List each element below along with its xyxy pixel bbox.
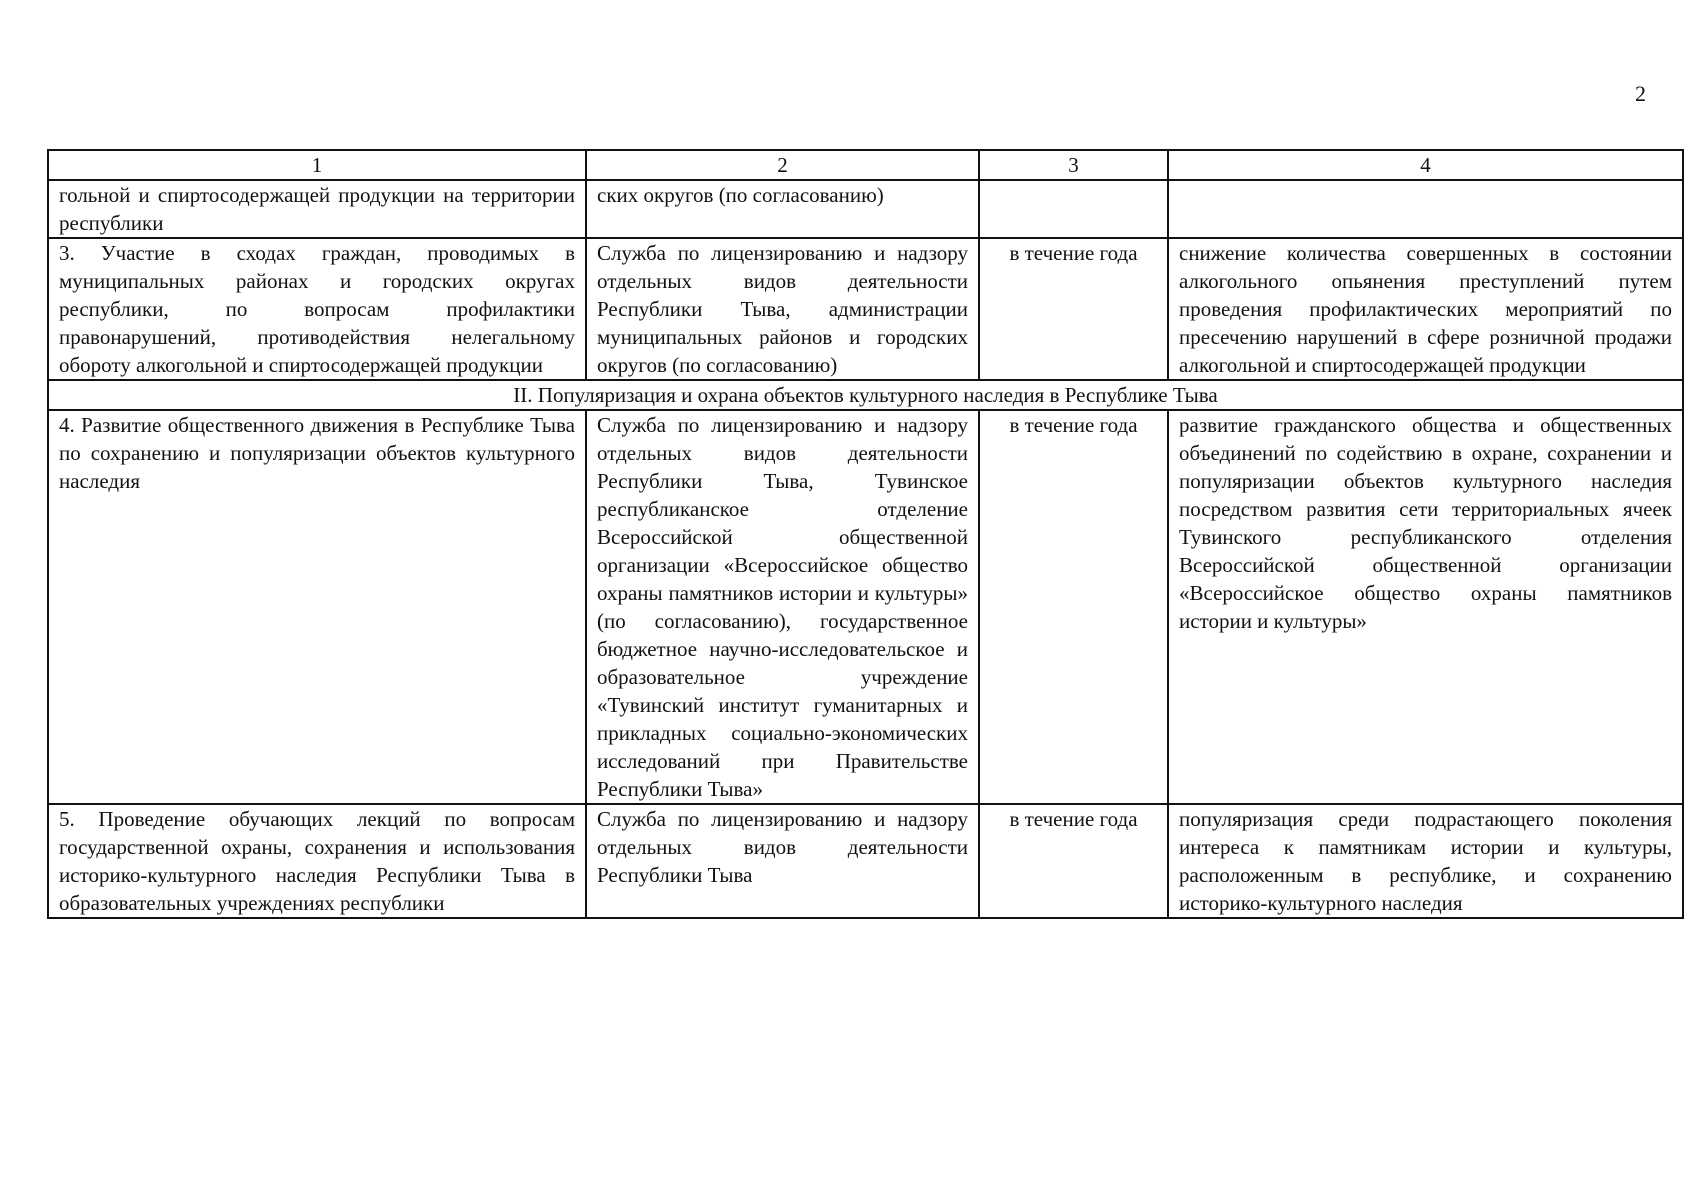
cell-deadline: в течение года [979,238,1168,380]
table-row [48,180,1683,238]
table-row [48,410,1683,804]
cell-responsible: Служба по лицензированию и надзору отдельных видов деятельности Республики Тыва, администрации муниципальных районов и городских округов (по согласованию) [586,238,979,380]
column-header-2: 2 [586,150,979,180]
column-header-3: 3 [979,150,1168,180]
section-heading: II. Популяризация и охрана объектов культурного наследия в Республике Тыва [48,380,1683,410]
column-header-4: 4 [1168,150,1683,180]
page-number: 2 [1635,81,1646,106]
cell-activity: гольной и спиртосодержащей продукции на территории республики [48,180,586,238]
cell-responsible: Служба по лицензированию и надзору отдельных видов деятельности Республики Тыва [586,804,979,918]
cell-activity: 4. Развитие общественного движения в Республике Тыва по сохранению и популяризации объектов культурного наследия [48,410,586,804]
cell-result [1168,180,1683,238]
cell-result: снижение количества совершенных в состоянии алкогольного опьянения преступлений путем проведения профилактических мероприятий по пресечению нарушений в сфере розничной продажи алкогольной и спиртосодержащей продукции [1168,238,1683,380]
cell-deadline: в течение года [979,804,1168,918]
section-heading-row [48,380,1683,410]
table-header-row [48,150,1683,180]
plan-table [47,149,1684,919]
table-row [48,804,1683,918]
cell-activity: 3. Участие в сходах граждан, проводимых в муниципальных районах и городских округах республики, по вопросам профилактики правонарушений, противодействия нелегальному обороту алкогольной и спиртосодержащей продукции [48,238,586,380]
cell-deadline [979,180,1168,238]
cell-activity: 5. Проведение обучающих лекций по вопросам государственной охраны, сохранения и использования историко-культурного наследия Республики Тыва в образовательных учреждениях республики [48,804,586,918]
column-header-1: 1 [48,150,586,180]
cell-result: популяризация среди подрастающего поколения интереса к памятникам истории и культуры, расположенным в республике, и сохранению историко-культурного наследия [1168,804,1683,918]
cell-responsible: ских округов (по согласованию) [586,180,979,238]
cell-responsible: Служба по лицензированию и надзору отдельных видов деятельности Республики Тыва, Тувинское республиканское отделение Всероссийской общественной организации «Всероссийское общество охраны памятников истории и культуры» (по согласованию), государственное бюджетное научно-исследовательское и образовательное учреждение «Тувинский институт гуманитарных и прикладных социально-экономических исследований при Правительстве Республики Тыва» [586,410,979,804]
table-row [48,238,1683,380]
cell-deadline: в течение года [979,410,1168,804]
cell-result: развитие гражданского общества и общественных объединений по содействию в охране, сохранении и популяризации объектов культурного наследия посредством развития сети территориальных ячеек Тувинского республиканского отделения Всероссийской общественной организации «Всероссийское общество охраны памятников истории и культуры» [1168,410,1683,804]
